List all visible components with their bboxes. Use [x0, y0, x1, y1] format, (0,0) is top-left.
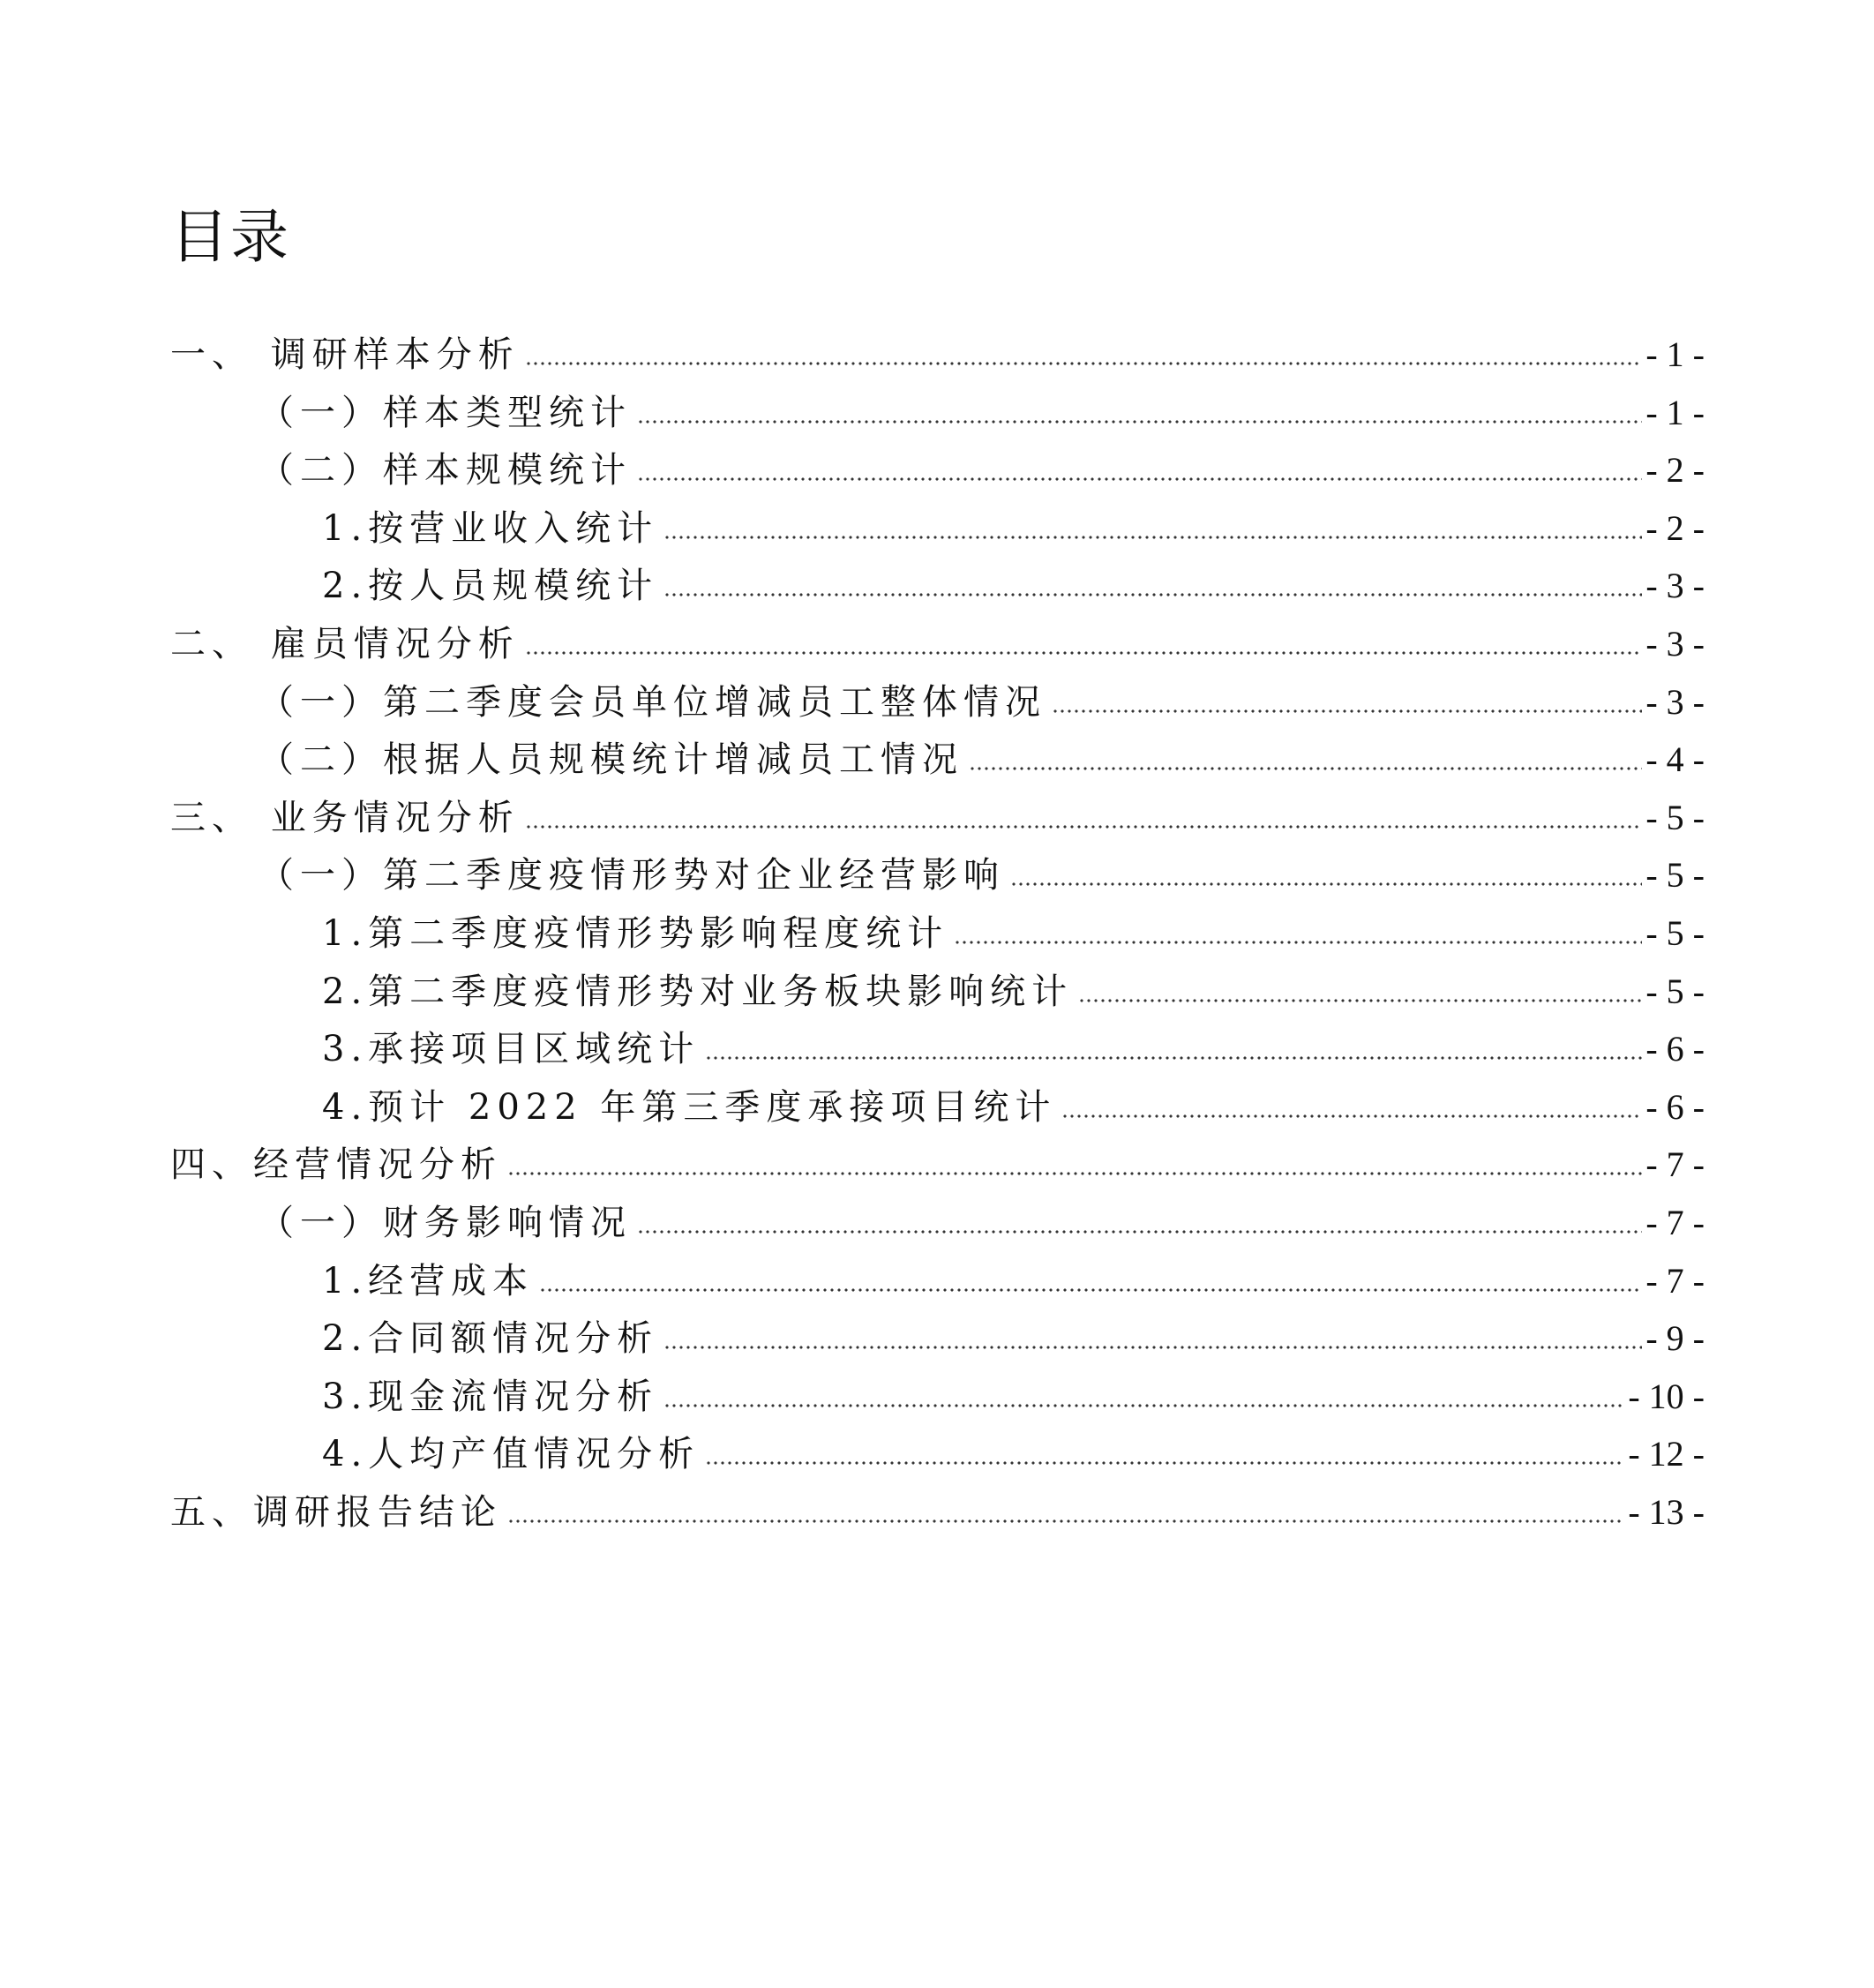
dot-leader [969, 727, 1642, 771]
toc-entry[interactable] [0, 956, 1874, 1014]
toc-page-number: - 6 - [1645, 1029, 1705, 1069]
toc-entry[interactable] [0, 1187, 1874, 1245]
toc-entry-label: 4.预计 2022 年第三季度承接项目统计 [322, 1086, 1057, 1128]
toc-page-number: - 3 - [1645, 681, 1705, 722]
toc-entry-label: 2.第二季度疫情形势对业务板块影响统计 [322, 971, 1074, 1012]
toc-page-number: - 10 - [1628, 1376, 1705, 1416]
toc-page-number: - 4 - [1645, 739, 1705, 780]
toc-entry-label: 一、 调研样本分析 [170, 334, 520, 375]
toc-entry-label: 2.合同额情况分析 [322, 1318, 659, 1360]
dot-leader [637, 380, 1642, 424]
toc-page-number: - 6 - [1645, 1086, 1705, 1127]
toc-entry[interactable] [0, 1245, 1874, 1303]
toc-entry[interactable] [0, 1418, 1874, 1476]
dot-leader [525, 611, 1643, 656]
toc-entry-label: （二）样本规模统计 [259, 450, 632, 491]
toc-entry-label: （一）第二季度疫情形势对企业经营影响 [259, 855, 1005, 896]
toc-page-number: - 1 - [1645, 392, 1705, 432]
dot-leader [1061, 1075, 1642, 1119]
toc-page-number: - 9 - [1645, 1318, 1705, 1359]
toc-entry-label: 4.人均产值情况分析 [322, 1434, 701, 1475]
toc-entry-label: （二）根据人员规模统计增减员工情况 [259, 739, 963, 781]
dot-leader [539, 1249, 1642, 1293]
toc-page-number: - 7 - [1645, 1260, 1705, 1301]
dot-leader [705, 1017, 1642, 1061]
toc-entry[interactable] [0, 666, 1874, 724]
toc-title: 目录 [170, 203, 290, 271]
toc-entry[interactable] [0, 377, 1874, 435]
toc-entry[interactable] [0, 1013, 1874, 1071]
toc-page-number: - 12 - [1628, 1434, 1705, 1474]
dot-leader [637, 438, 1642, 482]
toc-entry[interactable] [0, 1302, 1874, 1361]
toc-entry-label: （一）样本类型统计 [259, 392, 632, 433]
dot-leader [663, 496, 1642, 540]
toc-entry[interactable] [0, 434, 1874, 492]
toc-page-number: - 2 - [1645, 450, 1705, 491]
toc-entry-label: 二、 雇员情况分析 [170, 624, 520, 664]
dot-leader [507, 1132, 1642, 1176]
toc-entry-label: （一）第二季度会员单位增减员工整体情况 [259, 681, 1046, 723]
toc-page-number: - 7 - [1645, 1144, 1705, 1185]
dot-leader [1078, 959, 1642, 1003]
toc-entry[interactable] [0, 897, 1874, 956]
toc-entry-label: 3.现金流情况分析 [322, 1376, 659, 1417]
toc-page-number: - 5 - [1645, 855, 1705, 896]
toc-page-number: - 7 - [1645, 1203, 1705, 1242]
toc-page-number: - 13 - [1628, 1492, 1705, 1532]
dot-leader [663, 1364, 1624, 1408]
toc-entry[interactable] [0, 782, 1874, 840]
toc-page-number: - 5 - [1645, 971, 1705, 1011]
toc-page-number: - 5 - [1645, 797, 1705, 837]
dot-leader [507, 1480, 1624, 1524]
dot-leader [954, 901, 1642, 945]
toc-entry[interactable] [0, 492, 1874, 551]
dot-leader [525, 322, 1643, 366]
toc-page-number: - 3 - [1645, 624, 1705, 664]
toc-entry-label: 四、经营情况分析 [170, 1144, 502, 1186]
toc-entry[interactable] [0, 724, 1874, 782]
toc-entry-label: 1.按营业收入统计 [322, 507, 659, 549]
dot-leader [1052, 670, 1642, 714]
dot-leader [705, 1422, 1624, 1466]
toc-entry-label: 1.经营成本 [322, 1260, 535, 1302]
toc-entry[interactable] [0, 1476, 1874, 1534]
toc-entry-label: 五、调研报告结论 [170, 1492, 502, 1533]
dot-leader [663, 553, 1642, 597]
toc-entry[interactable] [0, 1129, 1874, 1187]
dot-leader [637, 1190, 1642, 1234]
toc-entry[interactable] [0, 319, 1874, 377]
toc-page-number: - 2 - [1645, 507, 1705, 548]
dot-leader [663, 1306, 1642, 1350]
toc-page-number: - 1 - [1645, 334, 1705, 374]
dot-leader [1010, 843, 1642, 887]
toc-entry[interactable] [0, 839, 1874, 897]
toc-page-number: - 3 - [1645, 566, 1705, 606]
toc-page-number: - 5 - [1645, 913, 1705, 953]
toc-entry[interactable] [0, 1071, 1874, 1129]
toc-entry-label: 2.按人员规模统计 [322, 566, 659, 607]
toc-entry[interactable] [0, 608, 1874, 666]
toc-entry-label: 1.第二季度疫情形势影响程度统计 [322, 913, 949, 954]
toc-entry[interactable] [0, 1361, 1874, 1419]
dot-leader [525, 785, 1643, 829]
toc-entry-label: （一）财务影响情况 [259, 1203, 632, 1243]
toc-entry[interactable] [0, 550, 1874, 608]
toc-entry-label: 3.承接项目区域统计 [322, 1029, 701, 1070]
toc-entry-label: 三、 业务情况分析 [170, 797, 520, 838]
